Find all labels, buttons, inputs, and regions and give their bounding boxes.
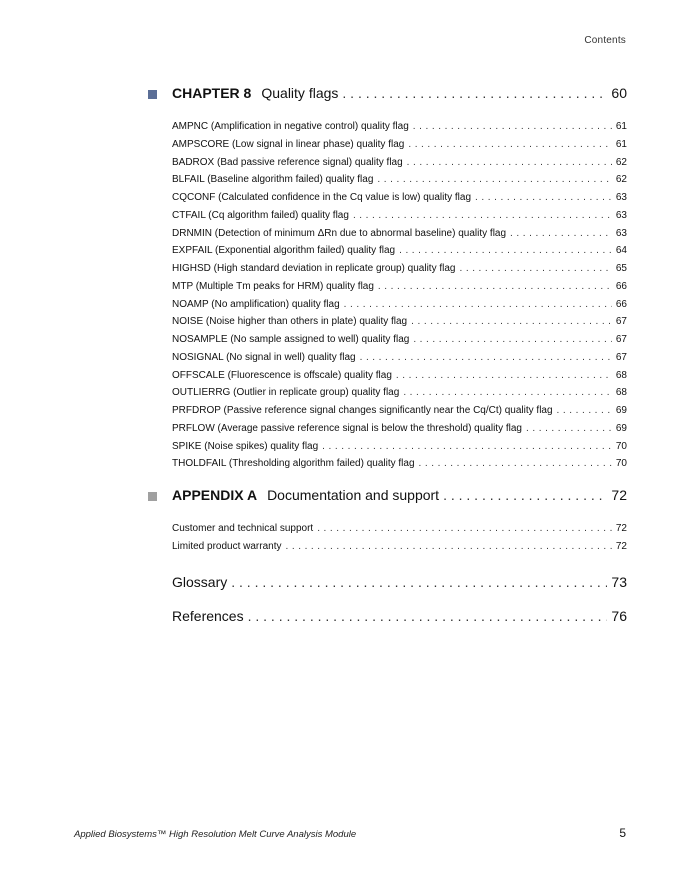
- appendix-bullet-icon: [148, 492, 157, 501]
- toc-entry-label: Customer and technical support: [172, 523, 314, 534]
- chapter-8-entries: [172, 118, 627, 473]
- toc-entry-page: 61: [615, 138, 627, 150]
- toc-entry-page: 64: [615, 245, 627, 257]
- leader-dots: [413, 331, 612, 349]
- toc-entry[interactable]: [172, 207, 627, 225]
- toc-entry-label: NOSIGNAL (No signal in well) quality flag: [172, 351, 356, 363]
- leader-dots: [378, 278, 612, 296]
- leader-dots: [475, 189, 612, 207]
- toc-entry-page: 65: [615, 263, 627, 274]
- toc-entry[interactable]: [172, 189, 627, 207]
- leader-dots: [322, 438, 612, 456]
- toc-entry[interactable]: [172, 402, 627, 420]
- toc-chapter-8[interactable]: [172, 85, 627, 107]
- toc-entry[interactable]: [172, 242, 627, 260]
- glossary-page: 73: [611, 573, 627, 590]
- toc-entry-label: NOAMP (No amplification) quality flag: [172, 298, 340, 310]
- chapter-bullet-icon: [148, 90, 157, 99]
- leader-dots: [231, 574, 607, 590]
- toc-entry-page: 68: [615, 387, 627, 399]
- running-header: Contents: [584, 35, 626, 46]
- toc-entry-label: EXPFAIL (Exponential algorithm failed) quality flag: [172, 245, 396, 257]
- toc-entry-page: 68: [615, 369, 627, 381]
- leader-dots: [399, 242, 612, 260]
- toc-entry-label: NOSAMPLE (No sample assigned to well) quality flag: [172, 334, 410, 345]
- toc-entry-page: 67: [615, 351, 627, 363]
- toc-entry[interactable]: [172, 313, 627, 331]
- toc-entry-page: 69: [615, 405, 627, 416]
- leader-dots: [403, 384, 612, 402]
- leader-dots: [377, 171, 611, 189]
- toc-entry[interactable]: [172, 349, 627, 367]
- chapter-title: Quality flags: [261, 85, 339, 101]
- toc-entry-label: HIGHSD (High standard deviation in replicate group) quality flag: [172, 263, 456, 274]
- toc-references[interactable]: [172, 608, 627, 630]
- toc-entry[interactable]: [172, 225, 627, 243]
- toc-entry-page: 72: [615, 523, 627, 534]
- toc-entry-label: CQCONF (Calculated confidence in the Cq value is low) quality flag: [172, 192, 472, 203]
- references-label: References: [172, 607, 244, 624]
- leader-dots: [353, 207, 612, 225]
- leader-dots: [248, 608, 608, 624]
- toc-entry[interactable]: [172, 296, 627, 314]
- toc-entry[interactable]: [172, 455, 627, 473]
- references-page: 76: [611, 607, 627, 624]
- toc-entry[interactable]: [172, 260, 627, 278]
- toc-entry-page: 61: [615, 121, 627, 132]
- leader-dots: [317, 520, 612, 538]
- toc-entry-page: 69: [615, 422, 627, 434]
- toc-entry-label: MTP (Multiple Tm peaks for HRM) quality flag: [172, 280, 374, 292]
- chapter-number: CHAPTER 8: [172, 85, 252, 101]
- leader-dots: [344, 296, 612, 314]
- leader-dots: [408, 136, 612, 154]
- toc-entry-label: Limited product warranty: [172, 540, 282, 552]
- toc-entry-page: 62: [615, 156, 627, 168]
- toc-appendix-a[interactable]: [172, 487, 627, 509]
- leader-dots: [286, 538, 612, 556]
- toc-entry[interactable]: [172, 420, 627, 438]
- toc-entry[interactable]: [172, 367, 627, 385]
- toc-entry-page: 67: [615, 316, 627, 328]
- toc-entry-label: PRFLOW (Average passive reference signal is below the threshold) quality flag: [172, 422, 522, 434]
- toc-glossary[interactable]: [172, 574, 627, 596]
- toc-entry-page: 63: [615, 209, 627, 221]
- toc-entry-label: CTFAIL (Cq algorithm failed) quality flag: [172, 209, 349, 221]
- appendix-page: 72: [611, 487, 627, 503]
- toc-entry-page: 70: [615, 458, 627, 470]
- toc-entry[interactable]: [172, 331, 627, 349]
- toc-entry-label: BADROX (Bad passive reference signal) quality flag: [172, 156, 403, 168]
- toc-entry-page: 70: [615, 440, 627, 452]
- toc-entry-label: BLFAIL (Baseline algorithm failed) quality flag: [172, 174, 374, 186]
- toc-entry-page: 62: [615, 174, 627, 186]
- leader-dots: [396, 367, 612, 385]
- toc-entry-page: 66: [615, 298, 627, 310]
- leader-dots: [413, 118, 612, 136]
- toc-entry-page: 72: [615, 540, 627, 552]
- toc-entry[interactable]: [172, 118, 627, 136]
- toc-entry-label: OUTLIERRG (Outlier in replicate group) quality flag: [172, 387, 400, 399]
- toc-entry-label: AMPSCORE (Low signal in linear phase) quality flag: [172, 138, 405, 150]
- toc-entry-page: 66: [615, 280, 627, 292]
- leader-dots: [459, 260, 611, 278]
- toc-entry[interactable]: [172, 384, 627, 402]
- toc-entry[interactable]: [172, 154, 627, 172]
- leader-dots: [360, 349, 612, 367]
- toc-entry-page: 63: [615, 227, 627, 239]
- glossary-label: Glossary: [172, 573, 228, 590]
- leader-dots: [557, 402, 612, 420]
- leader-dots: [411, 313, 612, 331]
- appendix-a-entries: [172, 520, 627, 556]
- toc-entry-page: 67: [615, 334, 627, 345]
- leader-dots: [419, 455, 612, 473]
- leader-dots: [443, 487, 607, 503]
- chapter-page: 60: [611, 85, 627, 101]
- toc-entry-label: DRNMIN (Detection of minimum ΔRn due to abnormal baseline) quality flag: [172, 227, 507, 239]
- toc-entry[interactable]: [172, 136, 627, 154]
- leader-dots: [407, 154, 612, 172]
- table-of-contents: [172, 85, 627, 630]
- toc-entry[interactable]: [172, 520, 627, 538]
- leader-dots: [342, 85, 607, 101]
- toc-entry[interactable]: [172, 538, 627, 556]
- toc-entry-label: OFFSCALE (Fluorescence is offscale) quality flag: [172, 369, 392, 381]
- toc-entry-label: SPIKE (Noise spikes) quality flag: [172, 440, 319, 452]
- footer-product-name: Applied Biosystems™ High Resolution Melt Curve Analysis Module: [74, 829, 357, 840]
- toc-entry-label: AMPNC (Amplification in negative control) quality flag: [172, 121, 409, 132]
- appendix-number: APPENDIX A: [172, 487, 258, 503]
- toc-entry[interactable]: [172, 438, 627, 456]
- toc-entry-label: THOLDFAIL (Thresholding algorithm failed) quality flag: [172, 458, 415, 470]
- leader-dots: [510, 225, 612, 243]
- toc-entry[interactable]: [172, 171, 627, 189]
- page-number: 5: [619, 826, 626, 840]
- appendix-title: Documentation and support: [267, 487, 440, 503]
- leader-dots: [526, 420, 612, 438]
- toc-entry-label: PRFDROP (Passive reference signal changes significantly near the Cq/Ct) quality flag: [172, 405, 553, 416]
- toc-entry-label: NOISE (Noise higher than others in plate) quality flag: [172, 316, 408, 328]
- toc-entry-page: 63: [615, 192, 627, 203]
- toc-entry[interactable]: [172, 278, 627, 296]
